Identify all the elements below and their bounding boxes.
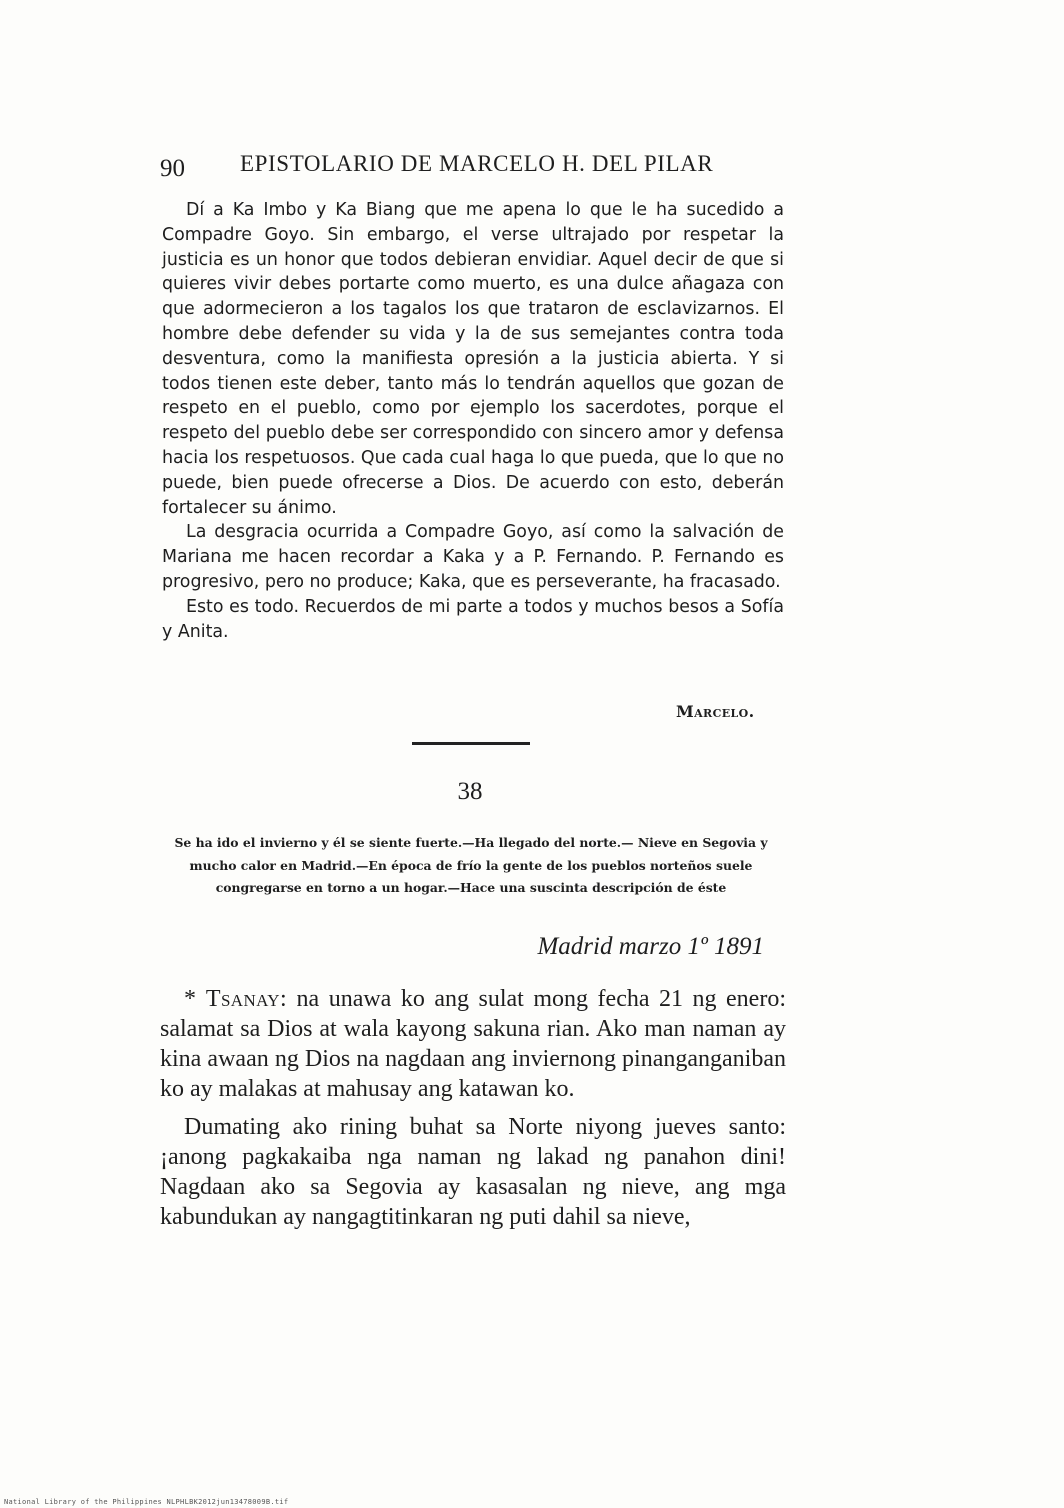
section-divider: [412, 742, 530, 745]
letter2-paragraph-text: na unawa ko ang sulat mong fecha 21 ng enero: salamat sa Dios at wala kayong sakuna rian. Ako man naman ay kina awaan ng Dios na nagdaan ang inviernong pinanganganiban ko ay malakas at mahusay ang katawan ko.: [160, 986, 786, 1102]
letter1-paragraph: Esto es todo. Recuerdos de mi parte a todos y muchos besos a Sofía y Anita.: [162, 596, 784, 642]
scan-footer-stamp: National Library of the Philippines NLPHLBK2012jun13478009B.tif: [4, 1498, 289, 1506]
signature: Marcelo.: [676, 702, 755, 721]
running-head: EPISTOLARIO DE MARCELO H. DEL PILAR: [240, 151, 714, 176]
salutation: * Tsanay:: [184, 986, 288, 1012]
letter-38-body: [160, 984, 786, 1240]
letter1-paragraph: La desgracia ocurrida a Compadre Goyo, así como la salvación de Mariana me hacen recordar a Kaka y a P. Fernando. P. Fernando es progresivo, pero no produce; Kaka, que es perseverante, ha fracasado.: [162, 522, 784, 592]
letter2-paragraph: [160, 984, 786, 1104]
letter-number: 38: [457, 778, 483, 805]
letter2-paragraph: Dumating ako rining buhat sa Norte niyong jueves santo: ¡anong pagkakaiba nga naman ng lakad ng panahon dini! Nagdaan ako sa Segovia ay kasasalan ng nieve, ang mga kabundukan ay nangagtitinkaran ng puti dahil sa nieve,: [160, 1114, 786, 1230]
page-number: 90: [160, 155, 185, 182]
dateline: Madrid marzo 1º 1891: [537, 933, 764, 960]
letter1-paragraph: Dí a Ka Imbo y Ka Biang que me apena lo que le ha sucedido a Compadre Goyo. Sin embargo, el verse ultrajado por respetar la justicia es un honor que todos debieran envidiar. Aquel decir de que si quieres vivir debes portarte como muerto, es una dulce añagaza con que adormecieron a los tagalos los que trataron de esclavizarnos. El hombre debe defender su vida y la de sus semejantes contra toda desventura, como la manifiesta opresión a la justicia abierta. Y si todos tienen este deber, tanto más lo tendrán aquellos que gozan de respeto en el pueblo, como por ejemplo los sacerdotes, porque el respeto del pueblo debe ser correspondido con sincero amor y defensa hacia los respetuosos. Que cada cual haga lo que pueda, que lo que no puede, bien puede ofrecerse a Dios. De acuerdo con esto, deberán fortalecer su ánimo.: [162, 200, 784, 518]
letter-summary: Se ha ido el invierno y él se siente fuerte.—Ha llegado del norte.— Nieve en Segovia y mucho calor en Madrid.—En época de frío la gente de los pueblos norteños suele congregarse en torno a un hogar.—Hace una suscinta descripción de éste: [174, 835, 768, 896]
page-header: [160, 151, 800, 187]
letter-37-body: [162, 198, 784, 644]
